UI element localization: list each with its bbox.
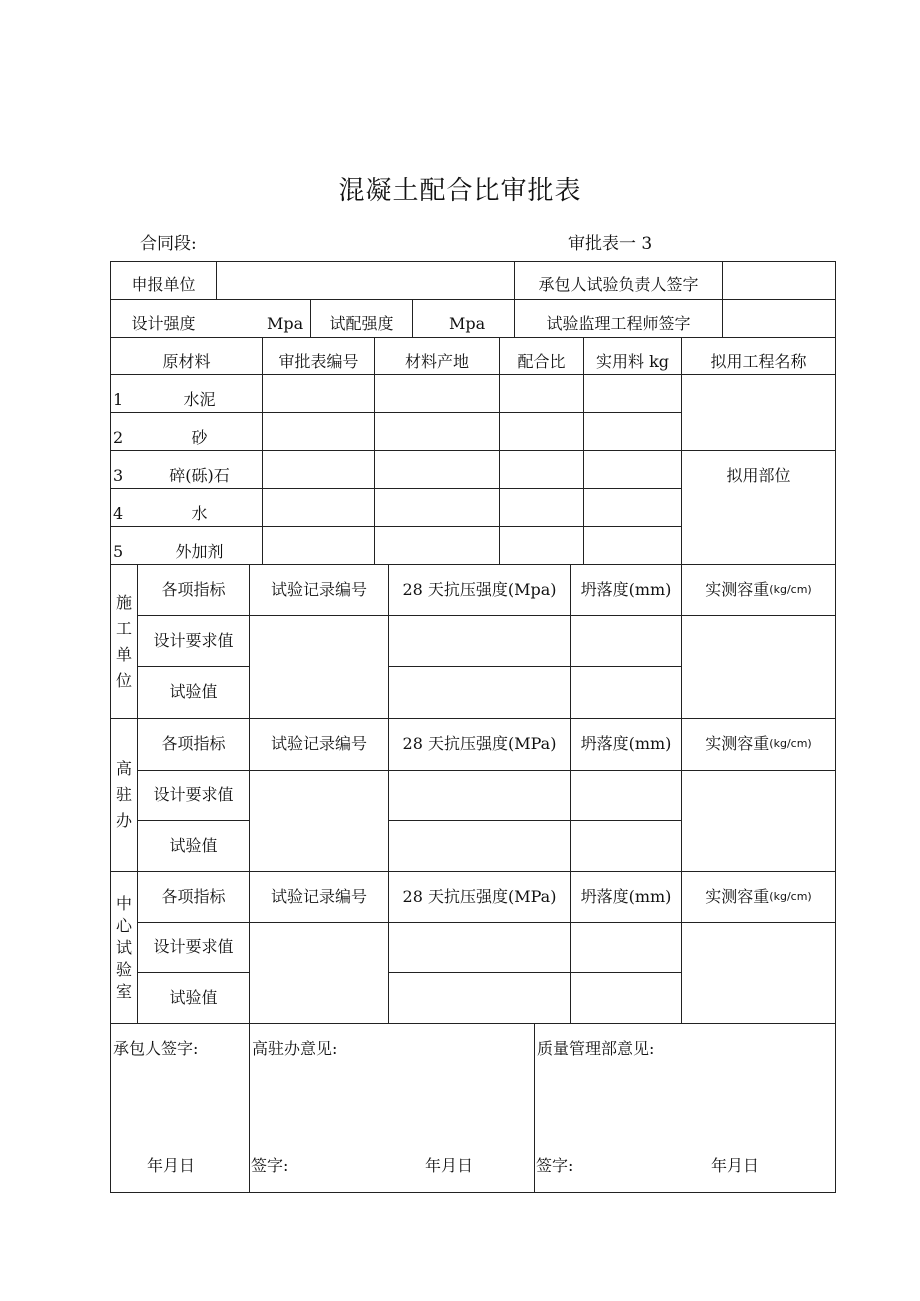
date-label: 年月日 bbox=[711, 1155, 760, 1175]
col-raw-material: 原材料 bbox=[162, 351, 211, 371]
material-row-no: 1 bbox=[113, 390, 124, 410]
sign-label: 签字: bbox=[251, 1155, 289, 1175]
section-label: 中心试验室 bbox=[115, 893, 132, 1001]
indicators-label: 各项指标 bbox=[161, 734, 226, 754]
page-title: 混凝土配合比审批表 bbox=[338, 176, 582, 206]
density-prefix: 实测容重 bbox=[705, 734, 770, 754]
design-value-label: 设计要求值 bbox=[153, 630, 234, 650]
contractor-sign-field[interactable] bbox=[723, 262, 835, 299]
section-label: 施工单位 bbox=[115, 592, 132, 690]
applicant-unit-label: 申报单位 bbox=[131, 275, 196, 295]
slump-label: 坍落度(mm) bbox=[580, 579, 672, 599]
supervisor-sign-field[interactable] bbox=[723, 300, 835, 337]
density-unit: (kg/cm) bbox=[769, 889, 812, 903]
design-value-label: 设计要求值 bbox=[153, 937, 234, 957]
supervisor-sign-label: 试验监理工程师签字 bbox=[546, 314, 691, 334]
material-row-no: 5 bbox=[113, 542, 124, 562]
col-approval-no: 审批表编号 bbox=[278, 351, 359, 371]
contractor-sign-label: 承包人试验负责人签字 bbox=[538, 275, 699, 295]
test-value-label: 试验值 bbox=[169, 835, 218, 855]
col-origin: 材料产地 bbox=[404, 351, 469, 371]
slump-label: 坍落度(mm) bbox=[580, 734, 672, 754]
strength-label: 28 天抗压强度(Mpa) bbox=[402, 579, 557, 599]
col-mix-ratio: 配合比 bbox=[517, 351, 566, 371]
trial-strength-unit: Mpa bbox=[449, 314, 486, 334]
col-actual-kg: 实用料 kg bbox=[595, 351, 670, 371]
quality-dept-opinion: 质量管理部意见: bbox=[537, 1040, 655, 1058]
test-value-label: 试验值 bbox=[169, 682, 218, 702]
sign-label: 签字: bbox=[536, 1155, 574, 1175]
strength-label: 28 天抗压强度(MPa) bbox=[402, 886, 557, 906]
planned-part-label: 拟用部位 bbox=[726, 466, 791, 486]
resident-office-opinion: 高驻办意见: bbox=[252, 1040, 338, 1058]
material-row-name: 水泥 bbox=[183, 390, 216, 410]
record-no-label: 试验记录编号 bbox=[270, 886, 367, 906]
col-project-name: 拟用工程名称 bbox=[710, 351, 807, 371]
date-label: 年月日 bbox=[425, 1155, 474, 1175]
material-row-no: 3 bbox=[113, 466, 124, 486]
material-row-name: 外加剂 bbox=[175, 542, 224, 562]
contractor-sign-footer: 承包人签字: bbox=[113, 1040, 199, 1058]
material-row-name: 砂 bbox=[191, 428, 208, 448]
density-prefix: 实测容重 bbox=[705, 886, 770, 906]
contract-section-label: 合同段: bbox=[140, 234, 197, 254]
density-label bbox=[682, 565, 835, 615]
material-row-name: 水 bbox=[191, 504, 208, 524]
date-label: 年月日 bbox=[147, 1155, 196, 1175]
test-value-label: 试验值 bbox=[169, 987, 218, 1007]
design-value-label: 设计要求值 bbox=[153, 785, 234, 805]
density-unit: (kg/cm) bbox=[769, 737, 812, 751]
form-number: 审批表一 3 bbox=[568, 234, 653, 254]
applicant-unit-field[interactable] bbox=[217, 262, 514, 299]
indicators-label: 各项指标 bbox=[161, 579, 226, 599]
material-row-no: 4 bbox=[113, 504, 124, 524]
density-label bbox=[682, 719, 835, 770]
density-prefix: 实测容重 bbox=[705, 579, 770, 599]
design-strength-unit: Mpa bbox=[267, 314, 304, 334]
record-no-label: 试验记录编号 bbox=[270, 579, 367, 599]
trial-strength-label: 试配强度 bbox=[329, 314, 394, 334]
material-row-no: 2 bbox=[113, 428, 124, 448]
section-label: 高驻办 bbox=[115, 759, 132, 830]
density-unit: (kg/cm) bbox=[769, 582, 812, 596]
density-label bbox=[682, 872, 835, 922]
slump-label: 坍落度(mm) bbox=[580, 886, 672, 906]
indicators-label: 各项指标 bbox=[161, 886, 226, 906]
record-no-label: 试验记录编号 bbox=[270, 734, 367, 754]
design-strength-label: 设计强度 bbox=[131, 314, 196, 334]
strength-label: 28 天抗压强度(MPa) bbox=[402, 734, 557, 754]
material-row-name: 碎(砾)石 bbox=[169, 466, 230, 486]
